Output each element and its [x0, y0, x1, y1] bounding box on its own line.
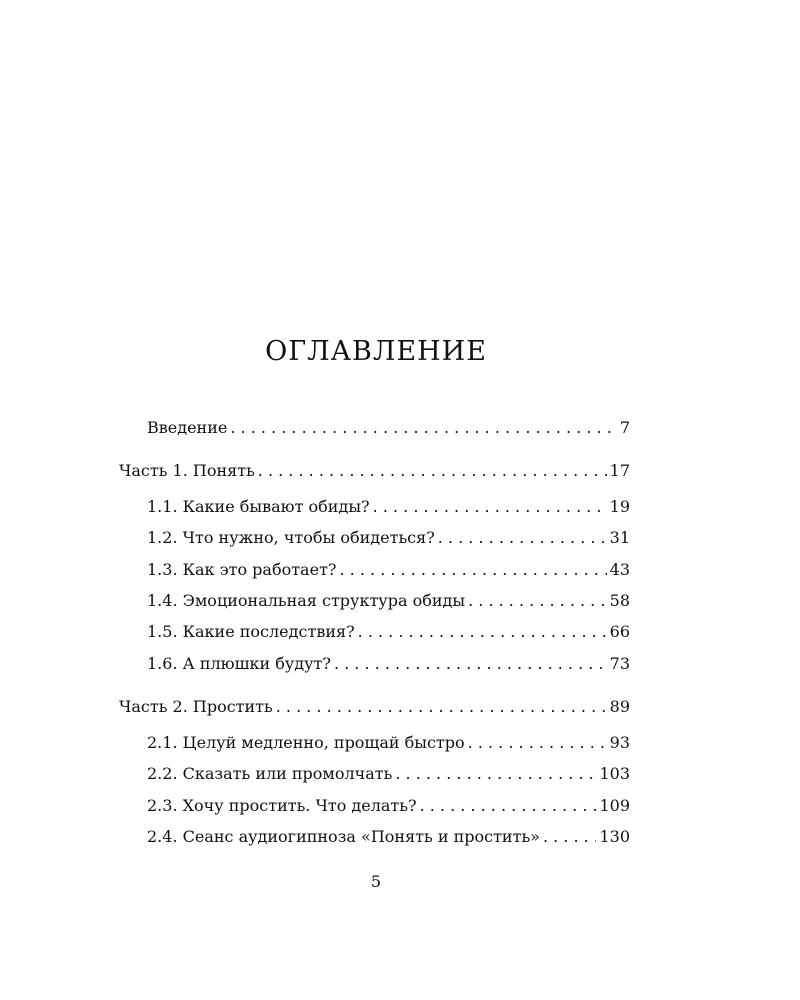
- toc-entry-title: 2.1. Целуй медленно, прощай быстро: [147, 733, 465, 752]
- toc-entry-2-2: [147, 764, 630, 783]
- toc-entry-introduction: [147, 418, 630, 437]
- toc-entry-title: 1.1. Какие бывают обиды?: [147, 497, 370, 516]
- toc-entry-page: 17: [609, 461, 630, 480]
- toc-entry-1-2: [147, 528, 630, 547]
- dot-leader: [438, 528, 607, 547]
- toc-entry-title: 1.3. Как это работает?: [147, 560, 337, 579]
- toc-entry-title: 1.5. Какие последствия?: [147, 622, 355, 641]
- dot-leader: [543, 827, 597, 846]
- dot-leader: [340, 560, 607, 579]
- toc-entry-title: 2.3. Хочу простить. Что делать?: [147, 796, 417, 815]
- toc-entry-1-5: [147, 622, 630, 641]
- toc-entry-page: 130: [599, 827, 630, 846]
- dot-leader: [395, 764, 596, 783]
- toc-entry-page: 58: [609, 591, 630, 610]
- toc-entry-page: 7: [619, 418, 630, 437]
- page-number: 5: [370, 872, 382, 891]
- toc-entry-part-1: [119, 461, 630, 480]
- toc-entry-title: 2.4. Сеанс аудиогипноза «Понять и простить»: [147, 827, 540, 846]
- toc-entry-title: 1.6. А плюшки будут?: [147, 654, 331, 673]
- dot-leader: [230, 418, 616, 437]
- dot-leader: [468, 733, 607, 752]
- page-title: ОГЛАВЛЕНИЕ: [265, 336, 487, 367]
- toc-entry-page: 93: [609, 733, 630, 752]
- toc-entry-page: 19: [609, 497, 630, 516]
- toc-entry-1-1: [147, 497, 630, 516]
- toc-entry-page: 43: [609, 560, 630, 579]
- toc-entry-1-3: [147, 560, 630, 579]
- toc-entry-page: 31: [609, 528, 630, 547]
- toc-entry-title: 1.4. Эмоциональная структура обиды: [147, 591, 466, 610]
- toc-entry-2-3: [147, 796, 630, 815]
- dot-leader: [420, 796, 597, 815]
- toc-entry-page: 109: [599, 796, 630, 815]
- toc-entry-title: 1.2. Что нужно, чтобы обидеться?: [147, 528, 435, 547]
- dot-leader: [358, 622, 607, 641]
- toc-entry-1-6: [147, 654, 630, 673]
- dot-leader: [334, 654, 607, 673]
- toc-entry-part-2: [119, 697, 630, 716]
- toc-entry-1-4: [147, 591, 630, 610]
- toc-entry-2-1: [147, 733, 630, 752]
- toc-entry-title: 2.2. Сказать или промолчать: [147, 764, 393, 783]
- toc-entry-page: 89: [609, 697, 630, 716]
- toc-entry-page: 66: [609, 622, 630, 641]
- dot-leader: [258, 461, 607, 480]
- dot-leader: [468, 591, 607, 610]
- toc-entry-title: Часть 2. Простить: [119, 697, 273, 716]
- toc-entry-page: 73: [609, 654, 630, 673]
- dot-leader: [276, 697, 607, 716]
- dot-leader: [373, 497, 607, 516]
- toc-entry-page: 103: [599, 764, 630, 783]
- toc-entry-2-4: [147, 827, 630, 846]
- toc-entry-title: Введение: [147, 418, 228, 437]
- toc-entry-title: Часть 1. Понять: [119, 461, 255, 480]
